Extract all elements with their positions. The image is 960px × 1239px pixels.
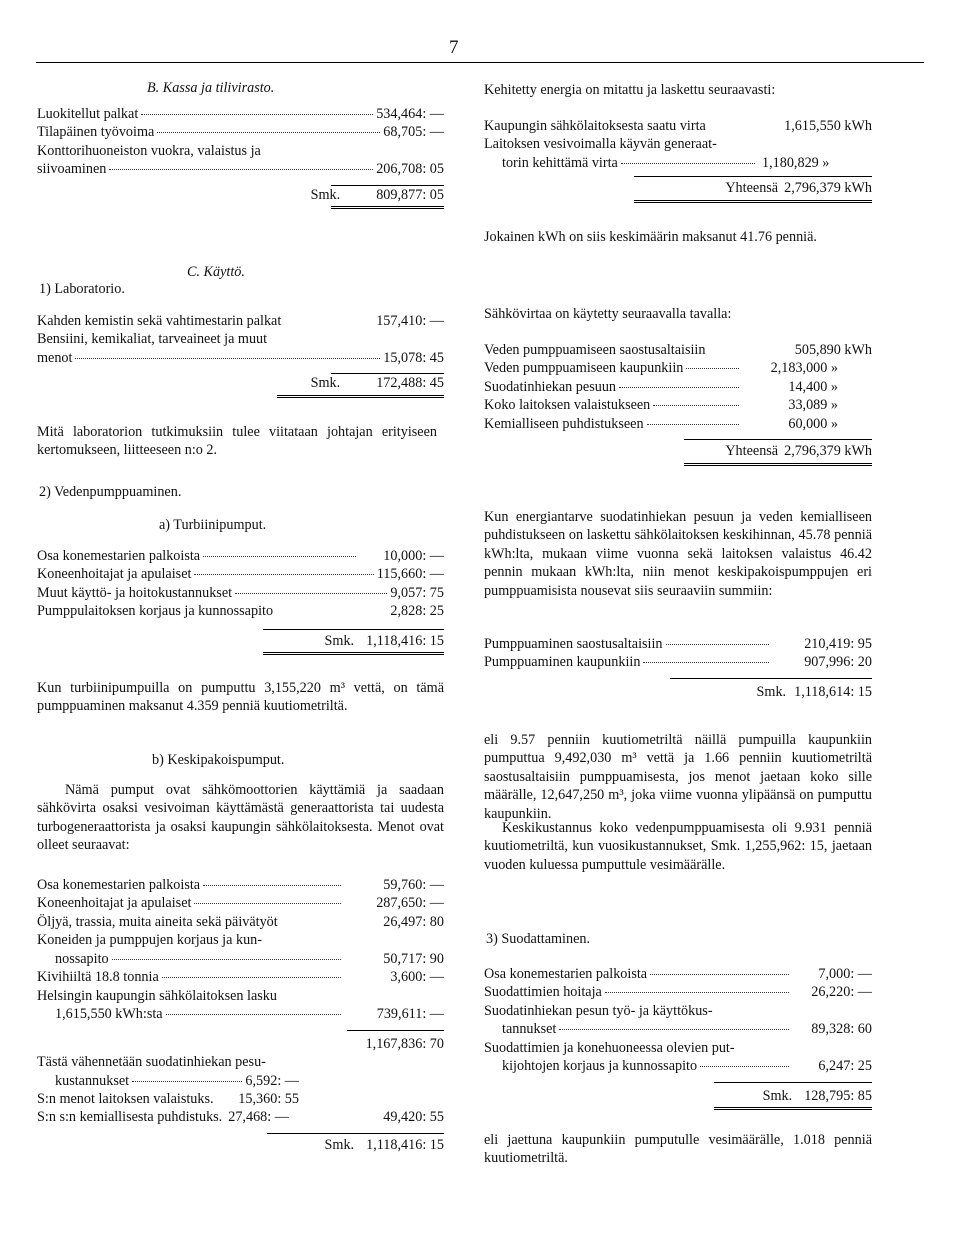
- total-rule: [277, 395, 444, 398]
- ledger-row: siivoaminen 206,708: 05: [37, 161, 444, 178]
- ledger-row: Koneiden ja pumppujen korjaus ja kun-: [37, 932, 262, 949]
- sum-rule: [347, 1030, 444, 1031]
- ledger-row: Koko laitoksen valaistukseen 33,089 »: [484, 397, 838, 414]
- sum-rule: [684, 439, 872, 440]
- ledger-row: Suodattimien hoitaja 26,220: —: [484, 984, 872, 1001]
- ledger-row: Tilapäinen työvoima 68,705: —: [37, 124, 444, 141]
- total-rule: [684, 463, 872, 466]
- energy-table: [484, 117, 872, 203]
- deduction-row: kustannukset 6,592: —: [55, 1072, 299, 1089]
- total-row: Yhteensä 2,796,379 kWh: [725, 443, 872, 460]
- ledger-row: 1,615,550 kWh:sta 739,611: —: [55, 1006, 444, 1023]
- ledger-row: nossapito 50,717: 90: [55, 950, 444, 967]
- sum-rule: [670, 678, 872, 679]
- section-b-title: B. Kassa ja tilivirasto.: [147, 80, 275, 96]
- ledger-row: torin kehittämä virta 1,180,829 »: [502, 154, 830, 171]
- energy-intro: Kehitetty energia on mitattu ja laskettu seuraavasti:: [484, 82, 776, 98]
- filtering-title: 3) Suodattaminen.: [486, 931, 591, 947]
- ledger-row: Kivihiiltä 18.8 tonnia 3,600: —: [37, 969, 444, 986]
- total-row: Yhteensä 2,796,379 kWh: [725, 180, 872, 197]
- ledger-row: Pumppuaminen saostusaltaisiin 210,419: 95: [484, 636, 872, 652]
- ledger-row: Kahden kemistin sekä vahtimestarin palkat 157,410: —: [37, 313, 444, 329]
- total-row: Smk. 1,118,614: 15: [756, 683, 872, 700]
- total-rule: [714, 1107, 872, 1110]
- centrifugal-table: [37, 876, 444, 1154]
- sum-rule: [267, 1133, 444, 1134]
- total-rule: [331, 206, 444, 209]
- total-row: Smk. 172,488: 45: [310, 375, 444, 392]
- ledger-row: Laitoksen vesivoimalla käyvän generaat-: [484, 136, 717, 153]
- section-b-table: [37, 105, 444, 209]
- energy-cost-paragraph: Kun energiantarve suodatinhiekan pesuun ja veden kemialliseen puhdistukseen on laskettu sähkölaitoksen keskihinnan, 45.78 penniä kWh:lta, mukaan viime vuonna sekä laitoksen valaistus 46.42 pennin mukaan kWh:lta, niin menot keskipakoispumppujen eri pumppuamisista nousevat siis seuraaviin summiin:: [484, 509, 872, 599]
- ledger-row: Suodatinhiekan pesun työ- ja käyttökus-: [484, 1002, 713, 1019]
- ledger-row: Suodattimien ja konehuoneessa olevien put-: [484, 1039, 735, 1056]
- ledger-row: Pumppulaitoksen korjaus ja kunnossapito 2,828: 25: [37, 603, 444, 620]
- ledger-row: Pumppuaminen kaupunkiin 907,996: 20: [484, 654, 872, 671]
- filtering-table: [484, 965, 872, 1110]
- total-row: Smk. 809,877: 05: [310, 186, 444, 203]
- ledger-row: menot 15,078: 45: [37, 349, 444, 366]
- ledger-row: Kemialliseen puhdistukseen 60,000 »: [484, 415, 838, 432]
- section-c-title: C. Käyttö.: [187, 264, 245, 280]
- ledger-row: Veden pumppuamiseen kaupunkiin 2,183,000 »: [484, 360, 838, 377]
- sum-rule: [714, 1082, 872, 1083]
- section-c-table: [37, 312, 444, 398]
- subtotal-row: 1,167,836: 70: [365, 1035, 444, 1052]
- unit-cost-paragraph: eli 9.57 penniin kuutiometriltä näillä pumpuilla kaupunkiin pumputtua 9,492,030 m³ vettä ja 1.66 penniin kuutiometriltä saostusaltaisiin pumppuamisesta, jos menot jaetaan koko sille määrälle, 12,647,250 m³, joka viime vuonna ylipäänsä on pumputtu kaupunkiin.: [484, 732, 872, 822]
- total-row: Smk. 1,118,416: 15: [324, 1136, 444, 1153]
- average-cost-paragraph: Keskikustannus koko vedenpumppuamisesta oli 9.931 penniä kuutiometriltä, kun vuosikustannukset, Smk. 1,255,962: 15, jaetaan vuoden kuluessa pumputtule vesimäärälle.: [484, 820, 872, 873]
- ledger-row: Muut käyttö- ja hoitokustannukset 9,057: 75: [37, 584, 444, 601]
- deduction-title: Tästä vähennetään suodatinhiekan pesu-: [37, 1054, 266, 1071]
- ledger-row: Konttorihuoneiston vuokra, valaistus ja: [37, 142, 261, 159]
- ledger-row: Suodatinhiekan pesuun 14,400 »: [484, 378, 838, 395]
- ledger-row: Veden pumppuamiseen saostusaltaisiin 505,890 kWh: [484, 342, 872, 358]
- ledger-row: tannukset 89,328: 60: [502, 1021, 872, 1038]
- total-row: Smk. 128,795: 85: [762, 1087, 872, 1104]
- kwh-cost-paragraph: Jokainen kWh on siis keskimäärin maksanut 41.76 penniä.: [484, 229, 817, 245]
- ledger-row: kijohtojen korjaus ja kunnossapito 6,247: 25: [502, 1058, 872, 1075]
- page-number: 7: [449, 37, 459, 58]
- total-rule: [634, 200, 872, 203]
- ledger-row: Luokitellut palkat 534,464: —: [37, 106, 444, 122]
- ledger-row: Osa konemestarien palkoista 59,760: —: [37, 877, 444, 893]
- usage-table: [484, 341, 872, 466]
- ledger-row: Koneenhoitajat ja apulaiset 115,660: —: [37, 566, 444, 583]
- ledger-row: Helsingin kaupungin sähkölaitoksen lasku: [37, 987, 277, 1004]
- turbine-paragraph: Kun turbiinipumpuilla on pumputtu 3,155,220 m³ vettä, on tämä pumppuaminen maksanut 4.359 penniä kuutiometriltä.: [37, 680, 444, 715]
- centrifugal-heading: b) Keskipakoispumput.: [152, 752, 285, 768]
- ledger-row: Koneenhoitajat ja apulaiset 287,650: —: [37, 895, 444, 912]
- ledger-row: Osa konemestarien palkoista 7,000: —: [484, 966, 872, 982]
- ledger-row: Bensiini, kemikaliat, tarveaineet ja muut: [37, 331, 268, 348]
- ledger-row: Osa konemestarien palkoista 10,000: —: [37, 548, 444, 564]
- total-rule: [263, 652, 444, 655]
- turbine-heading: a) Turbiinipumput.: [159, 517, 267, 533]
- centrifugal-paragraph: Nämä pumput ovat sähkömoottorien käyttämiä ja saadaan sähkövirta osaksi vesivoiman käyttämästä generaattorista tai uudesta turbogeneraattorista ja osaksi kaupungin sähkölaitoksesta. Menot ovat olleet seuraavat:: [37, 782, 444, 854]
- deduction-row: S:n s:n kemiallisesta puhdistuks. 27,468: — 49,420: 55: [37, 1109, 444, 1126]
- ledger-row: Öljyä, trassia, muita aineita sekä päivätyöt 26,497: 80: [37, 913, 444, 930]
- sum-rule: [263, 629, 444, 630]
- laboratory-note: Mitä laboratorion tutkimuksiin tulee viitataan johtajan erityiseen kertomukseen, liitteeseen n:o 2.: [37, 424, 437, 459]
- ledger-row: Kaupungin sähkölaitoksesta saatu virta 1,615,550 kWh: [484, 118, 872, 134]
- sum-rule: [634, 176, 872, 177]
- deduction-row: S:n menot laitoksen valaistuks. 15,360: 55: [37, 1090, 299, 1107]
- usage-intro: Sähkövirtaa on käytetty seuraavalla tavalla:: [484, 306, 732, 322]
- turbine-table: [37, 547, 444, 655]
- top-rule: [36, 62, 924, 63]
- total-row: Smk. 1,118,416: 15: [324, 632, 444, 649]
- pumping-table: [484, 635, 872, 701]
- filtering-cost-paragraph: eli jaettuna kaupunkiin pumputulle vesimäärälle, 1.018 penniä kuutiometriltä.: [484, 1132, 872, 1167]
- section-2-title: 2) Vedenpumppuaminen.: [39, 484, 182, 500]
- laboratory-heading: 1) Laboratorio.: [39, 281, 125, 297]
